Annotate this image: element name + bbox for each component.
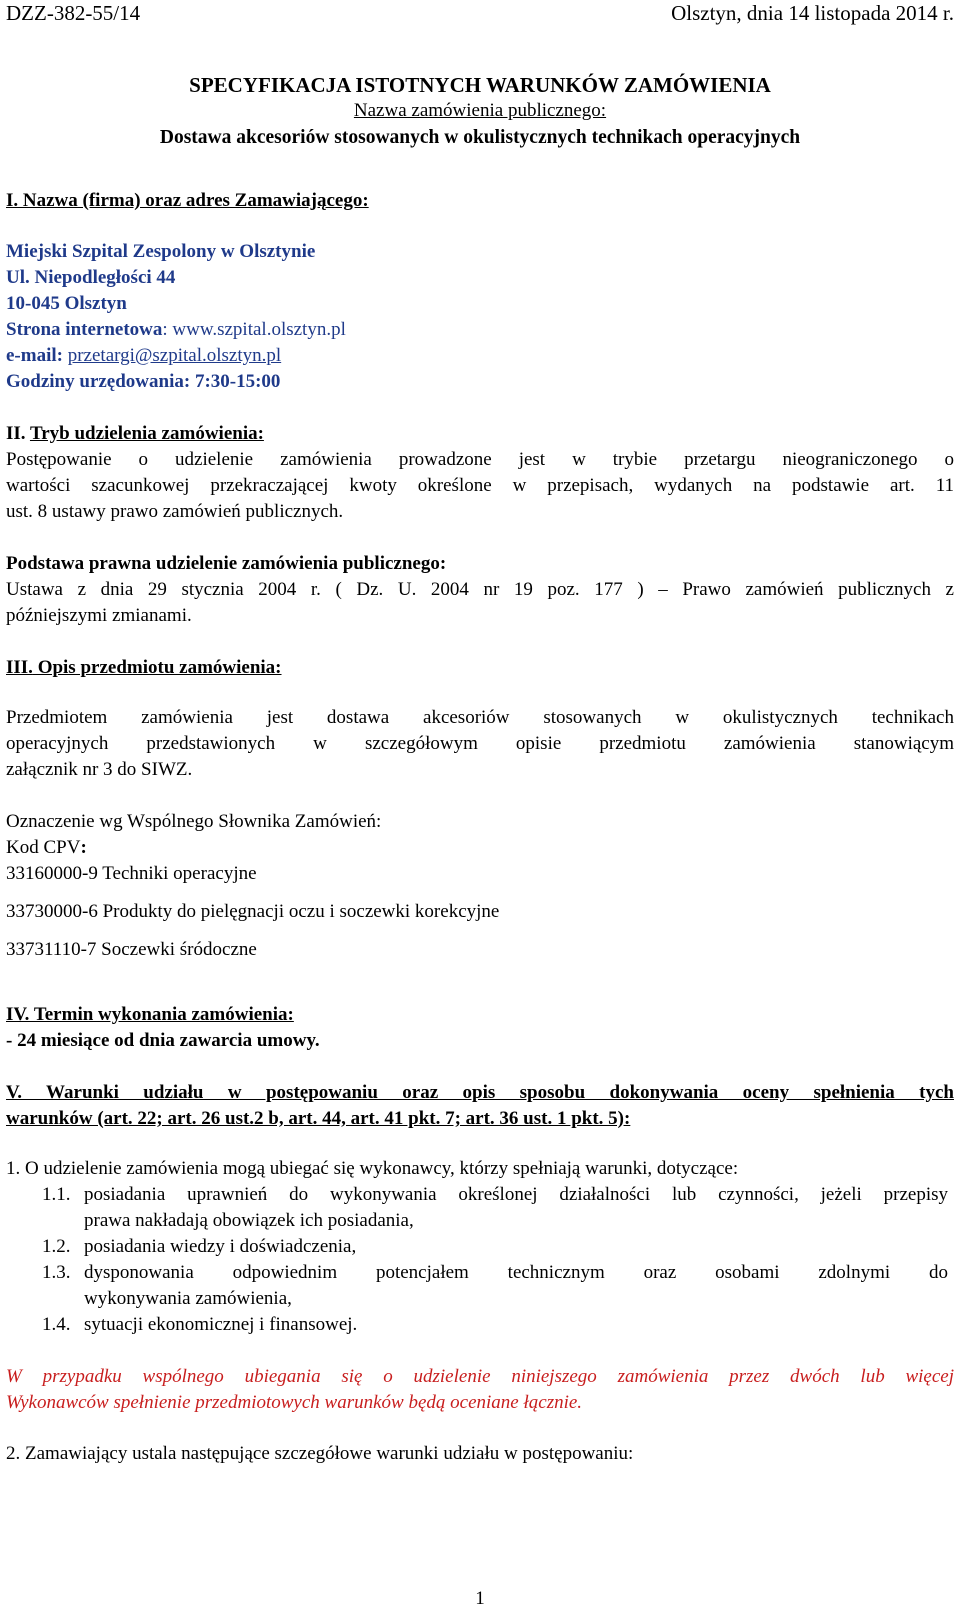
section-4-heading: IV. Termin wykonania zamówienia:	[6, 1004, 294, 1025]
procedure-text-line-1: Postępowanie o udzielenie zamówienia prowadzone jest w trybie przetargu nieograniczonego o	[6, 449, 954, 470]
subitem-number: 1.4.	[42, 1314, 71, 1335]
joint-bid-note-line-1: W przypadku wspólnego ubiegania się o udzielenie niniejszego zamówienia przez dwóch lub więcej	[6, 1366, 954, 1387]
section-2-heading	[6, 421, 954, 447]
cpv-colon: :	[80, 837, 87, 858]
joint-bid-note-line-2: Wykonawców spełnienie przedmiotowych warunków będą oceniane łącznie.	[6, 1392, 583, 1413]
section-3-number: III.	[6, 657, 33, 678]
procedure-text-line-2: wartości szacunkowej przekraczającej kwoty określone w przepisach, wydanych na podstawie art. 11	[6, 475, 954, 496]
email-link[interactable]: przetargi@szpital.olsztyn.pl	[67, 345, 282, 366]
section-2-number: II.	[6, 423, 30, 444]
condition-subitem-1-1	[42, 1182, 948, 1234]
condition-subitem-1-4	[42, 1312, 948, 1338]
office-hours: Godziny urzędowania: 7:30-15:00	[6, 371, 281, 392]
order-subject: Dostawa akcesoriów stosowanych w okulistycznych technikach operacyjnych	[159, 127, 801, 148]
website-separator: :	[162, 319, 173, 340]
website-link[interactable]: www.szpital.olsztyn.pl	[172, 319, 346, 340]
legal-basis-line-2: późniejszymi zmianami.	[6, 605, 192, 626]
condition-subitem-1-2	[42, 1234, 948, 1260]
subject-text-line-2: operacyjnych przedstawionych w szczegółowym opisie przedmiotu zamówienia stanowiącym	[6, 733, 954, 754]
subitem-number: 1.3.	[42, 1262, 71, 1283]
cpv-label: Kod CPV	[6, 837, 81, 858]
place-date: Olsztyn, dnia 14 listopada 2014 r.	[671, 1, 954, 25]
reference-number: DZZ-382-55/14	[6, 1, 141, 25]
legal-basis-heading: Podstawa prawna udzielenie zamówienia publicznego:	[6, 553, 447, 574]
cpv-code-3: 33731110-7 Soczewki śródoczne	[6, 939, 257, 960]
cpv-intro: Oznaczenie wg Wspólnego Słownika Zamówień:	[6, 811, 382, 832]
website-label: Strona internetowa	[6, 319, 163, 340]
subitem-number: 1.1.	[42, 1184, 71, 1205]
section-1-heading: I. Nazwa (firma) oraz adres Zamawiającego:	[6, 190, 369, 211]
section-5-heading-line-1: V. Warunki udziału w postępowaniu oraz opis sposobu dokonywania oceny spełnienia tych	[6, 1082, 954, 1103]
subitem-text-line-2: wykonywania zamówienia,	[84, 1288, 292, 1309]
page-number: 1	[475, 1588, 485, 1609]
subitem-text-line-1: dysponowania odpowiednim potencjałem technicznym oraz osobami zdolnymi do	[84, 1262, 948, 1283]
subitem-text-line-1: posiadania wiedzy i doświadczenia,	[84, 1236, 357, 1257]
condition-item-2: 2. Zamawiający ustala następujące szczegółowe warunki udziału w postępowaniu:	[6, 1443, 634, 1464]
cpv-code-2: 33730000-6 Produkty do pielęgnacji oczu i soczewki korekcyjne	[6, 901, 500, 922]
subitem-text-line-2: prawa nakładają obowiązek ich posiadania,	[84, 1210, 414, 1231]
document-title: SPECYFIKACJA ISTOTNYCH WARUNKÓW ZAMÓWIENIA	[189, 73, 771, 97]
hospital-name: Miejski Szpital Zespolony w Olsztynie	[6, 241, 316, 262]
completion-term: - 24 miesiące od dnia zawarcia umowy.	[6, 1030, 320, 1051]
section-3-title: Opis przedmiotu zamówienia:	[32, 657, 282, 678]
section-3-heading	[6, 655, 954, 681]
email-line	[6, 343, 954, 369]
subitem-text-line-1: sytuacji ekonomicznej i finansowej.	[84, 1314, 358, 1335]
condition-subitem-1-3	[42, 1260, 948, 1312]
cpv-label-line	[6, 835, 954, 861]
section-5-heading-line-2: warunków (art. 22; art. 26 ust.2 b, art. 44, art. 41 pkt. 7; art. 36 ust. 1 pkt. 5):	[6, 1108, 631, 1129]
hospital-street: Ul. Niepodległości 44	[6, 267, 176, 288]
document-subtitle: Nazwa zamówienia publicznego:	[353, 100, 607, 121]
cpv-code-1: 33160000-9 Techniki operacyjne	[6, 863, 257, 884]
subitem-text-line-1: posiadania uprawnień do wykonywania określonej działalności lub czynności, jeżeli przepisy	[84, 1184, 948, 1205]
condition-item-1: 1. O udzielenie zamówienia mogą ubiegać się wykonawcy, którzy spełniają warunki, dotyczące:	[6, 1158, 739, 1179]
subitem-number: 1.2.	[42, 1236, 71, 1257]
subject-text-line-3: załącznik nr 3 do SIWZ.	[6, 759, 193, 780]
section-2-title: Tryb udzielenia zamówienia:	[29, 423, 264, 444]
hospital-city: 10-045 Olsztyn	[6, 293, 127, 314]
legal-basis-line-1: Ustawa z dnia 29 stycznia 2004 r. ( Dz. U. 2004 nr 19 poz. 177 ) – Prawo zamówień publicznych z	[6, 579, 954, 600]
website-line	[6, 317, 954, 343]
procedure-text-line-3: ust. 8 ustawy prawo zamówień publicznych.	[6, 501, 344, 522]
subject-text-line-1: Przedmiotem zamówienia jest dostawa akcesoriów stosowanych w okulistycznych technikach	[6, 707, 954, 728]
email-label: e-mail:	[6, 345, 68, 366]
